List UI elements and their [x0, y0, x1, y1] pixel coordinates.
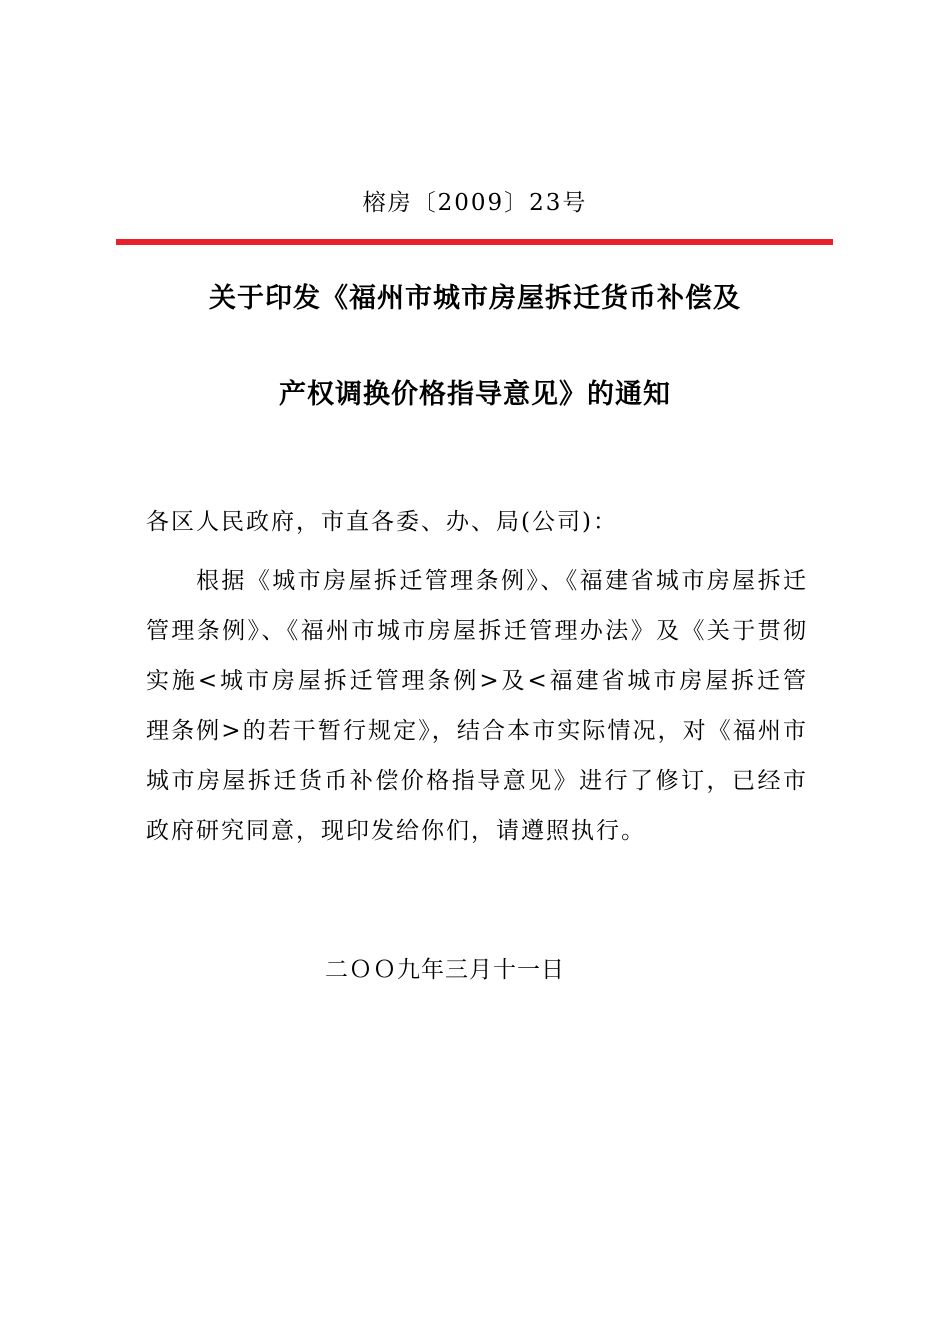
- document-title-line-2: 产权调换价格指导意见》的通知: [279, 379, 671, 410]
- document-title-line-1: 关于印发《福州市城市房屋拆迁货币补偿及: [209, 283, 741, 314]
- body-paragraph: 根据《城市房屋拆迁管理条例》、《福建省城市房屋拆迁管理条例》、《福州市城市房屋拆迁管理办法》及《关于贯彻实施<城市房屋拆迁管理条例>及<福建省城市房屋拆迁管理条例>的若干暂行规定》，结合本市实际情况，对《福州市城市房屋拆迁货币补偿价格指导意见》进行了修订，已经市政府研究同意，现印发给你们，请遵照执行。: [146, 568, 808, 844]
- red-header-rule: [116, 239, 833, 245]
- document-number: 榕房〔2009〕23号: [362, 190, 588, 216]
- salutation: 各区人民政府，市直各委、办、局(公司)：: [146, 509, 618, 535]
- issue-date: 二ＯＯ九年三月十一日: [325, 957, 565, 983]
